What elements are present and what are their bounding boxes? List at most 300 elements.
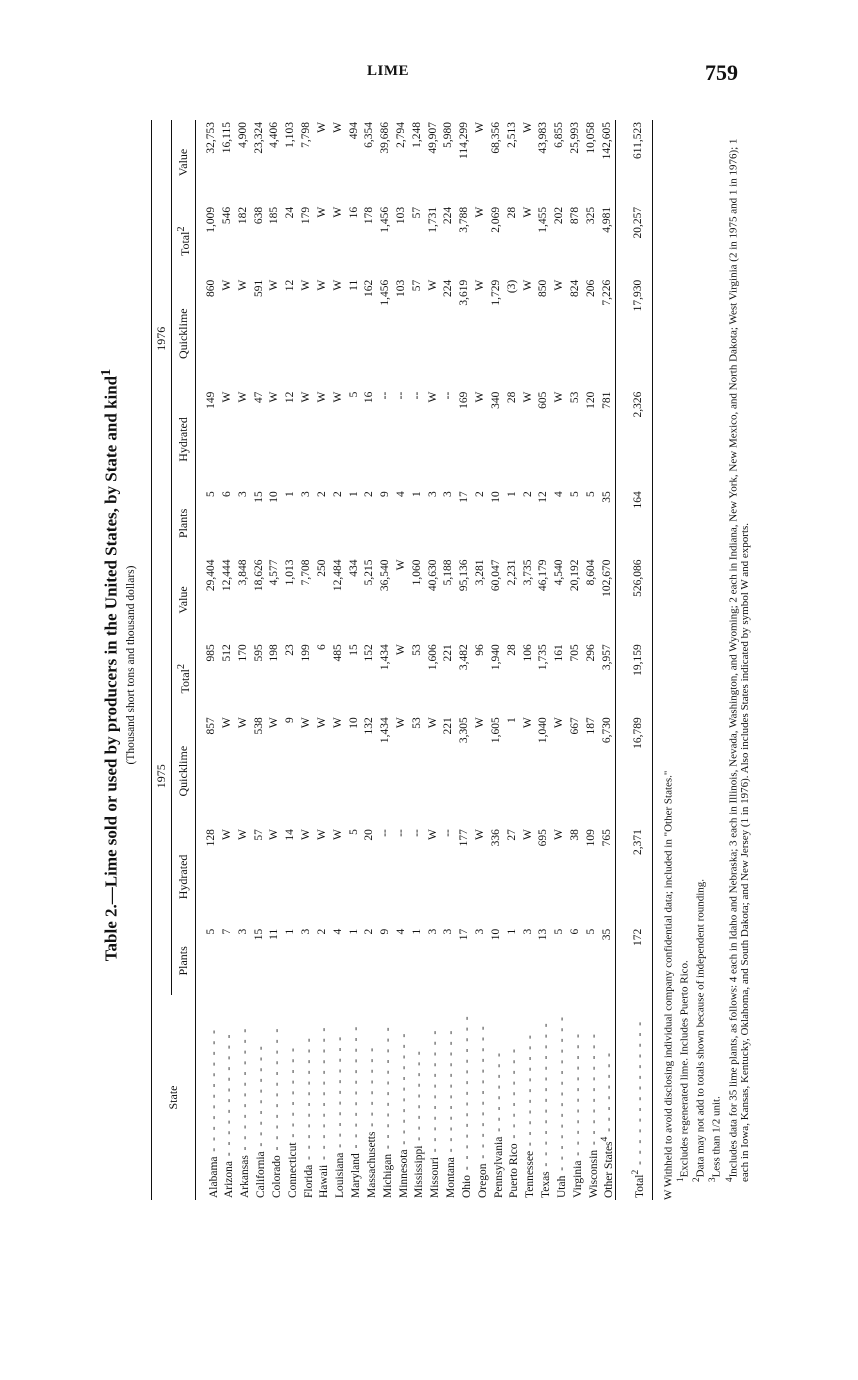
table-cell: 2	[363, 928, 376, 935]
table-cell: 2,069	[489, 206, 502, 233]
table-cell: W	[553, 717, 566, 729]
column-header: Quicklime	[171, 278, 195, 390]
column-header: Value	[171, 120, 195, 205]
table-cell: 2,326	[616, 390, 653, 490]
table-cell: 526,086	[616, 558, 653, 643]
state-cell	[425, 995, 441, 1200]
table-row	[267, 120, 283, 1200]
table-cell: 5	[584, 491, 597, 498]
table-cell: 4,577	[268, 559, 281, 586]
leader-dots: - - - - - - - - - - - -	[444, 1028, 457, 1158]
state-name: Wisconsin	[587, 1149, 600, 1198]
table-cell: 12,444	[220, 559, 233, 592]
table-cell: W	[300, 829, 313, 840]
state-cell	[330, 995, 346, 1200]
table-cell: 6,855	[553, 122, 566, 148]
table-cell: 23,324	[252, 122, 265, 154]
state-name: Colorado	[270, 1155, 283, 1198]
state-cell	[235, 995, 251, 1200]
state-name: California	[254, 1151, 267, 1198]
table-cell: 199	[300, 644, 313, 662]
table-row	[489, 120, 505, 1200]
table-cell: 206	[584, 279, 597, 297]
table-cell: 3	[442, 928, 455, 935]
table-cell: 3,482	[458, 644, 471, 671]
table-cell: 28	[505, 206, 518, 219]
table-cell: 667	[569, 717, 582, 735]
table-cell: 27	[505, 829, 518, 841]
table-cell: 95,136	[458, 559, 471, 592]
table-row	[394, 120, 410, 1200]
table-cell: W	[395, 717, 407, 729]
table-title	[98, 100, 122, 1230]
table-cell: 4,406	[268, 122, 281, 148]
table-cell: W	[268, 829, 281, 840]
leader-dots: - - - - - - - - - - - - - - -	[555, 1015, 568, 1176]
table-cell: 4,540	[553, 559, 566, 586]
table-cell: 765	[600, 829, 613, 847]
table-cell: 6	[315, 644, 328, 651]
table-cell: 179	[300, 206, 313, 225]
table-cell: 485	[331, 644, 344, 662]
leader-dots: - - - - - - - - - - - - - -	[634, 1019, 647, 1170]
table-cell: 6,730	[600, 717, 613, 744]
leader-dots: - - - - - - - - - - - -	[239, 1026, 252, 1156]
table-row	[299, 120, 315, 1200]
table-cell: 3,735	[521, 559, 534, 586]
table-cell: 47	[252, 391, 265, 404]
table-cell: 221	[442, 644, 455, 662]
state-cell	[489, 995, 505, 1200]
table-cell: 2	[315, 491, 328, 498]
column-header: Value	[171, 558, 195, 643]
table-cell: W	[331, 122, 344, 133]
table-cell: W	[426, 391, 439, 403]
table-cell: 1,434	[379, 644, 392, 671]
table-cell: 3	[300, 928, 313, 935]
table-cell: W	[268, 391, 281, 403]
state-cell	[504, 995, 520, 1200]
table-cell: W	[315, 122, 328, 133]
leader-dots: - - - - - - - - - - -	[524, 1033, 537, 1151]
table-cell: 12	[537, 491, 550, 503]
table-cell: 6,354	[363, 122, 376, 148]
footnote-mark: 2	[691, 1177, 702, 1182]
state-name: Louisiana	[334, 1152, 347, 1198]
table-cell: 185	[268, 206, 281, 225]
state-name: Michigan	[381, 1153, 394, 1198]
footnote	[724, 120, 752, 1200]
table-cell: 18,626	[252, 559, 265, 592]
state-name: Pennsylvania	[492, 1136, 505, 1198]
state-cell	[346, 995, 362, 1200]
table-cell: W	[474, 206, 487, 218]
state-cell	[267, 995, 283, 1200]
table-cell: 29,404	[205, 559, 218, 592]
leader-dots: - - - - - - - - - - -	[397, 1031, 410, 1150]
table-row	[584, 120, 600, 1200]
table-cell: W	[331, 206, 344, 218]
table-row	[283, 120, 299, 1200]
table-cell: 5	[569, 491, 582, 498]
state-cell	[599, 995, 615, 1200]
table-cell: 8,604	[584, 559, 597, 586]
column-header: Hydrated	[171, 390, 195, 490]
table-cell: 3	[442, 491, 455, 498]
table-cell: 4,900	[236, 122, 249, 148]
footnote-mark: 2	[175, 226, 187, 232]
table-cell: 28	[505, 644, 518, 656]
table-cell: --	[410, 391, 423, 400]
state-cell	[520, 995, 536, 1200]
table-cell: W	[315, 279, 328, 291]
table-cell: 182	[236, 206, 249, 225]
title-footnote-mark: 1	[98, 368, 114, 376]
table-cell: 32,753	[205, 122, 218, 154]
table-cell: 35	[600, 928, 613, 941]
table-cell: 1,009	[205, 206, 218, 233]
table-cell: 3,281	[474, 559, 487, 586]
state-cell	[195, 995, 219, 1200]
footnotes	[659, 120, 751, 1200]
year-1976-header: 1976	[151, 120, 171, 558]
state-cell	[568, 995, 584, 1200]
table-cell: W	[268, 279, 281, 291]
table-cell: 120	[584, 391, 597, 409]
table-cell: 5	[205, 928, 218, 935]
table-cell: 16	[347, 206, 360, 219]
state-name: Minnesota	[397, 1149, 410, 1198]
state-name: Missouri	[429, 1157, 442, 1198]
table-row	[536, 120, 552, 1200]
footnote	[707, 120, 723, 1200]
table-cell: 3	[474, 928, 487, 935]
table-cell: W	[474, 279, 487, 291]
table-cell: 5,188	[442, 559, 455, 586]
table-cell: 2	[521, 491, 534, 498]
table-cell: 1,735	[537, 644, 550, 671]
state-cell	[219, 995, 235, 1200]
table-cell: 250	[315, 559, 328, 577]
column-header	[171, 205, 195, 278]
running-head: LIME	[367, 63, 410, 79]
table-cell: 824	[569, 279, 582, 297]
table-row	[378, 120, 394, 1200]
table-cell: 1	[505, 491, 518, 498]
table-cell: 3,619	[458, 279, 471, 306]
table-row	[195, 120, 219, 1200]
table-cell: 224	[442, 206, 455, 225]
table-cell: 1	[410, 928, 423, 935]
table-cell: 1,103	[284, 122, 297, 148]
table-cell: 340	[489, 391, 502, 409]
table-cell: 1	[347, 928, 360, 935]
table-cell: 1	[505, 717, 518, 723]
table-cell: 5	[205, 491, 218, 498]
table-cell: W	[331, 829, 344, 840]
state-name: Arizona	[223, 1160, 236, 1198]
table-cell: 336	[489, 829, 502, 847]
table-cell: 7,708	[300, 559, 313, 586]
table-cell: 13	[537, 928, 550, 941]
table-cell: 177	[458, 829, 471, 847]
table-cell: --	[442, 391, 455, 400]
table-cell: 611,523	[616, 120, 653, 205]
table-cell: 1,456	[379, 206, 392, 233]
table-cell: W	[315, 829, 328, 840]
table-cell: W	[268, 717, 281, 729]
table-cell: W	[521, 717, 534, 729]
total-row	[616, 120, 653, 1200]
table-cell: 17,930	[616, 278, 653, 390]
state-cell	[616, 995, 653, 1200]
table-cell: 162	[363, 279, 376, 297]
column-header: Hydrated	[171, 827, 195, 927]
table-cell: 4	[553, 491, 566, 498]
state-cell	[473, 995, 489, 1200]
table-cell: 1,248	[410, 122, 423, 148]
leader-dots: - - - - - - - - - -	[254, 1044, 267, 1152]
state-cell	[283, 995, 299, 1200]
table-cell: 198	[268, 644, 281, 662]
table-cell: W	[331, 391, 344, 403]
table-cell: 3	[236, 928, 249, 935]
table-cell: 11	[347, 279, 360, 291]
table-cell: 538	[252, 717, 265, 735]
table-cell: W	[236, 829, 249, 840]
table-cell: 16,789	[616, 715, 653, 827]
table-cell: 2	[315, 928, 328, 935]
leader-dots: - - - - - - - - - - - - -	[476, 1024, 489, 1164]
table-row	[520, 120, 536, 1200]
table-cell: 3	[236, 491, 249, 498]
column-header: Plants	[171, 927, 195, 995]
footnote-text: Data may not add to totals shown because of independent rounding.	[694, 878, 707, 1178]
table-cell: 10	[347, 717, 360, 729]
table-cell: W	[521, 279, 534, 291]
state-name: Connecticut	[286, 1142, 299, 1198]
state-name: Utah	[555, 1175, 568, 1198]
table-cell: 53	[410, 717, 423, 729]
table-cell: W	[553, 391, 566, 403]
table-subtitle: (Thousand short tons and thousand dollars)	[124, 565, 137, 765]
table-cell: 10	[489, 491, 502, 503]
table-cell: 23	[284, 644, 297, 656]
table-cell: W	[331, 717, 344, 729]
table-cell: 1,729	[489, 279, 502, 306]
table-cell: 1,606	[426, 644, 439, 671]
table-cell: 1,605	[489, 717, 502, 744]
leader-dots: - - - - - - - - - - - - - - -	[460, 1014, 473, 1175]
table-cell: 1,456	[379, 279, 392, 306]
leader-dots: - - - - - - - -	[365, 1045, 378, 1132]
table-cell: 187	[584, 717, 597, 735]
table-cell: 9	[284, 717, 297, 723]
table-cell: 1,060	[410, 559, 423, 586]
leader-dots: - - - - - - - -	[603, 1051, 616, 1137]
table-cell: 132	[363, 717, 376, 735]
table-cell: 96	[474, 644, 487, 656]
table-cell: 16,115	[220, 122, 233, 154]
table-row	[552, 120, 568, 1200]
table-cell: 638	[252, 206, 265, 225]
table-cell: 9	[379, 928, 392, 935]
table-cell: 12,484	[331, 559, 344, 592]
table-cell: W	[236, 391, 249, 403]
table-cell: 1,434	[379, 717, 392, 744]
table-cell: 9	[379, 491, 392, 498]
table-cell: --	[379, 829, 392, 837]
column-header-label: Total	[177, 668, 192, 694]
table-cell: 3	[300, 491, 313, 498]
table-cell: W	[474, 717, 487, 729]
table-cell: 434	[347, 559, 360, 577]
table-cell: 494	[347, 122, 360, 140]
column-header	[171, 642, 195, 715]
column-header: Plants	[171, 489, 195, 557]
table-cell: 985	[205, 644, 218, 662]
table-row	[235, 120, 251, 1200]
table-cell: 1	[284, 928, 297, 935]
state-name: Arkansas	[239, 1155, 252, 1198]
state-name: Montana	[444, 1157, 457, 1198]
table-cell: 1	[505, 928, 518, 935]
table-cell: W	[220, 391, 233, 403]
table-cell: W	[521, 391, 534, 403]
table-cell: 2,513	[505, 122, 518, 148]
table-cell: 605	[537, 391, 550, 409]
table-cell: 2	[331, 491, 344, 498]
table-cell: 12	[284, 391, 297, 404]
table-cell: 6	[220, 491, 233, 498]
table-cell: 781	[600, 391, 613, 409]
table-cell: W	[395, 644, 407, 656]
footnote	[659, 120, 675, 1200]
state-cell	[251, 995, 267, 1200]
state-cell	[536, 995, 552, 1200]
state-cell	[299, 995, 315, 1200]
table-cell: 178	[363, 206, 376, 225]
table-cell: 6	[569, 928, 582, 935]
table-cell: W	[553, 279, 566, 291]
leader-dots: - - - - - - - - - - - - - -	[539, 1021, 552, 1172]
table-cell: 114,299	[458, 122, 471, 159]
leader-dots: - - - - - - - - - - - - -	[318, 1025, 331, 1165]
footnote	[675, 120, 691, 1200]
footnote-mark: 2	[630, 1169, 642, 1175]
table-cell: --	[442, 829, 455, 837]
table-cell: 2,794	[395, 122, 407, 148]
table-cell: 149	[205, 391, 218, 409]
table-cell: 1	[347, 491, 360, 498]
state-cell	[378, 995, 394, 1200]
state-cell	[314, 995, 330, 1200]
table-cell: 17	[458, 928, 471, 941]
table-cell: 850	[537, 279, 550, 297]
table-cell: 53	[410, 644, 423, 656]
table-row	[362, 120, 378, 1200]
leader-dots: - - - - - - - - -	[286, 1046, 299, 1143]
table-cell: 296	[584, 644, 597, 662]
footnote-text: Excludes regenerated lime. Includes Puerto Rico.	[678, 960, 691, 1178]
table-cell: 3	[426, 491, 439, 498]
table-cell: 39,686	[379, 122, 392, 154]
table-cell: 857	[205, 717, 218, 735]
state-name: Other States	[603, 1141, 616, 1198]
column-header: Quicklime	[171, 715, 195, 827]
table-cell: W	[315, 391, 328, 403]
table-cell: 3	[521, 928, 534, 935]
table-cell: 109	[584, 829, 597, 847]
table-cell: 164	[616, 489, 653, 557]
state-cell	[441, 995, 457, 1200]
table-cell: 15	[252, 491, 265, 503]
leader-dots: - - - - - - - - -	[508, 1047, 521, 1144]
table-cell: 860	[205, 279, 218, 297]
table-cell: W	[315, 206, 328, 218]
leader-dots: - - - - - - - - - - - -	[381, 1025, 394, 1154]
table-cell: W	[474, 391, 487, 403]
table-cell: 152	[363, 644, 376, 662]
table-cell: 60,047	[489, 559, 502, 592]
leader-dots: - - - - - - - - - - - -	[223, 1032, 236, 1161]
state-cell	[409, 995, 425, 1200]
table-cell: 16	[363, 391, 376, 404]
table-cell: W	[553, 829, 566, 840]
page-number: 759	[705, 60, 738, 85]
table-cell: 221	[442, 717, 455, 735]
table-cell: 5,980	[442, 122, 455, 148]
rotated-table-block	[90, 100, 751, 1230]
table-cell: 5	[347, 391, 360, 398]
leader-dots: - - - - - - - - - - - -	[571, 1032, 584, 1161]
table-row	[457, 120, 473, 1200]
leader-dots: - - - - - - - - - - - -	[349, 1024, 362, 1154]
table-cell: W	[300, 391, 313, 403]
table-cell: 106	[521, 644, 534, 662]
table-cell: 695	[537, 829, 550, 847]
table-cell: 2	[474, 491, 487, 498]
table-cell: 10	[268, 491, 281, 503]
table-cell: 4	[331, 928, 344, 935]
table-cell: --	[410, 829, 423, 837]
table-cell: --	[395, 829, 407, 837]
state-cell	[394, 995, 410, 1200]
leader-dots: - - - - - - - - - - -	[334, 1034, 347, 1153]
table-cell: W	[300, 717, 313, 729]
year-1975-header: 1975	[151, 558, 171, 995]
table-cell: 224	[442, 279, 455, 297]
table-cell: 46,179	[537, 559, 550, 592]
table-cell: W	[521, 206, 534, 218]
table-cell: 40,630	[426, 559, 439, 592]
table-row	[251, 120, 267, 1200]
table-cell: W	[236, 279, 249, 291]
leader-dots: - - - - - - - - - - - -	[270, 1026, 283, 1156]
table-cell: 20	[363, 829, 376, 841]
table-cell: 28	[505, 391, 518, 404]
table-cell: 595	[252, 644, 265, 662]
table-cell: W	[426, 829, 439, 840]
table-cell: 4,981	[600, 206, 613, 233]
table-cell: W	[521, 829, 534, 840]
table-cell: 57	[410, 206, 423, 219]
table-cell: W	[426, 279, 439, 291]
table-row	[504, 120, 520, 1200]
table-cell: 325	[584, 206, 597, 225]
table-cell: 10	[489, 928, 502, 941]
table-cell: 38	[569, 829, 582, 841]
